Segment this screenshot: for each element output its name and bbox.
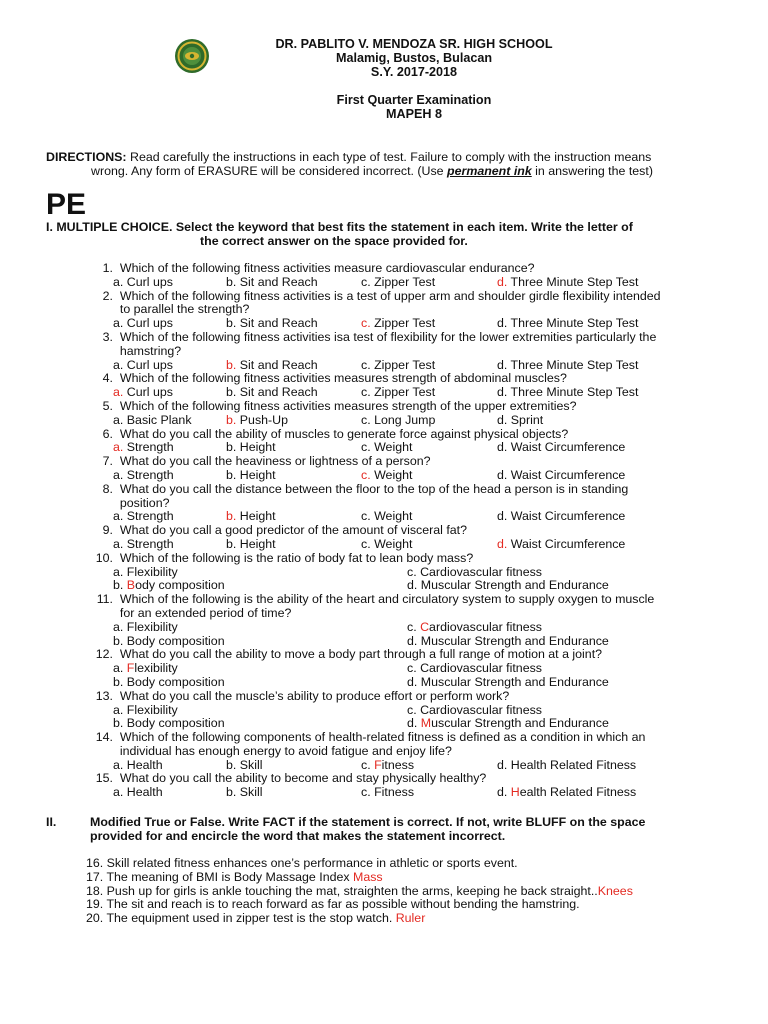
question-number: 13.: [95, 688, 113, 703]
answer-option: d. Three Minute Step Test: [497, 385, 639, 400]
option-letter: d.: [497, 440, 508, 455]
option-row: [86, 621, 746, 635]
option-letter: d.: [497, 509, 508, 524]
question-text: What do you call the muscle’s ability to produce effort or perform work?: [113, 688, 510, 703]
question-number: 8.: [102, 481, 113, 496]
option-letter: a.: [113, 509, 124, 524]
section-1-instructions: [46, 221, 746, 249]
answer-option: a. Strength: [113, 509, 174, 524]
option-letter: a.: [113, 274, 124, 289]
option-row: [86, 441, 746, 455]
option-letter: d.: [497, 357, 508, 372]
question-stem: [86, 262, 746, 276]
answer-option: b. Skill: [226, 785, 263, 800]
pe-section-title: PE: [46, 188, 87, 221]
question-number: 3.: [102, 329, 113, 344]
section-2-number: II.: [46, 815, 57, 829]
answer-option: c. Weight: [361, 509, 413, 524]
question-text: Which of the following is the ratio of body fat to lean body mass?: [113, 550, 474, 565]
option-row: [86, 759, 746, 773]
answer-option: a. Curl ups: [113, 385, 173, 400]
option-letter: a.: [113, 316, 124, 331]
option-letter: d.: [497, 316, 508, 331]
subject-title: MAPEH 8: [386, 107, 442, 121]
question-text: What do you call the distance between the floor to the top of the head a person is in standing: [113, 481, 629, 496]
question-number: 14.: [95, 730, 113, 745]
option-letter: d.: [497, 385, 508, 400]
answer-option: d. Health Related Fitness: [497, 757, 637, 772]
option-letter: b.: [113, 674, 124, 689]
answer-option: a. Strength: [113, 440, 174, 455]
answer-option: a. Curl ups: [113, 357, 173, 372]
question-number: 1.: [102, 261, 113, 275]
option-letter: c.: [361, 274, 371, 289]
answer-option: b. Body composition: [113, 716, 225, 731]
question-stem: [86, 455, 746, 469]
option-row: [86, 676, 746, 690]
option-row: [86, 538, 746, 552]
true-false-item: [86, 871, 746, 885]
option-row: [86, 786, 746, 800]
question-number: 4.: [102, 371, 113, 386]
option-letter: a.: [113, 564, 124, 579]
question-stem-cont: [86, 745, 746, 759]
option-row: [86, 662, 746, 676]
option-letter: c.: [407, 619, 417, 634]
option-letter: c.: [361, 536, 371, 551]
true-false-item: [86, 912, 746, 926]
section-2-instructions: [46, 816, 746, 844]
option-row: [86, 510, 746, 524]
option-letter: b.: [226, 536, 237, 551]
answer-option: c. Weight: [361, 536, 413, 551]
answer-option: a. Flexibility: [113, 702, 178, 717]
question-stem: [86, 428, 746, 442]
school-address: Malamig, Bustos, Bulacan: [335, 51, 493, 65]
answer-highlight: B: [126, 578, 136, 593]
answer-option: b. Sit and Reach: [226, 316, 318, 331]
option-letter: b.: [226, 785, 237, 800]
section-2-line-2: provided for and encircle the word that makes the statement incorrect.: [90, 828, 506, 843]
answer-option: a. Curl ups: [113, 316, 173, 331]
option-row: [86, 635, 746, 649]
question-number: [86, 345, 113, 359]
question-stem: [86, 400, 746, 414]
statement-text: 16. Skill related fitness enhances one’s performance in athletic or sports event.: [86, 856, 518, 870]
answer-option: c. Zipper Test: [361, 316, 436, 331]
answer-option: b. Height: [226, 467, 276, 482]
option-letter: d.: [407, 633, 418, 648]
answer-option: b. Push-Up: [226, 412, 288, 427]
section-2-line-1: Modified True or False. Write FACT if the statement is correct. If not, write BLUFF on the space: [90, 815, 646, 829]
question-text: What do you call the heaviness or lightness of a person?: [113, 454, 431, 469]
statement-text: 17. The meaning of BMI is Body Massage Index: [86, 869, 354, 884]
option-letter: d.: [497, 274, 508, 289]
question-text: Which of the following fitness activities measures strength of the upper extremities?: [113, 398, 577, 413]
answer-option: b. Sit and Reach: [226, 385, 318, 400]
question-number: [86, 745, 113, 759]
answer-option: c. Cardiovascular fitness: [407, 702, 542, 717]
option-letter: b.: [226, 509, 237, 524]
option-letter: d.: [407, 578, 418, 593]
question-text: Which of the following fitness activities measures strength of abdominal muscles?: [113, 371, 567, 386]
statement-text: 19. The sit and reach is to reach forward as far as possible without bending the hamstring.: [86, 897, 580, 912]
option-letter: c.: [361, 757, 371, 772]
statement-answer: Knees: [597, 883, 633, 898]
answer-option: c. Weight: [361, 440, 413, 455]
answer-option: a. Health: [113, 757, 163, 772]
answer-option: d. Sprint: [497, 412, 544, 427]
directions-text-3: in answering the test): [531, 163, 653, 178]
option-letter: a.: [113, 440, 124, 455]
question-text: Which of the following fitness activities isa test of flexibility for the lower extremities particularly the: [113, 329, 657, 344]
answer-option: b. Height: [226, 509, 276, 524]
answer-option: b. Sit and Reach: [226, 357, 318, 372]
option-row: [86, 704, 746, 718]
question-text: Which of the following components of health-related fitness is defined as a condition in which an: [113, 730, 646, 745]
option-letter: b.: [113, 633, 124, 648]
question-text: hamstring?: [113, 343, 182, 358]
option-letter: c.: [361, 385, 371, 400]
option-letter: c.: [407, 702, 417, 717]
option-letter: a.: [113, 357, 124, 372]
answer-option: c. Cardiovascular fitness: [407, 661, 542, 676]
question-stem: [86, 690, 746, 704]
option-row: [86, 276, 746, 290]
question-text: to parallel the strength?: [113, 302, 250, 317]
answer-option: b. Body composition: [113, 633, 225, 648]
question-text: Which of the following fitness activities is a test of upper arm and shoulder girdle flexibility intended: [113, 288, 661, 303]
option-letter: c.: [361, 440, 371, 455]
question-stem: [86, 372, 746, 386]
true-false-item: [86, 885, 746, 899]
question-number: 15.: [95, 771, 113, 786]
option-row: [86, 717, 746, 731]
answer-option: d. Waist Circumference: [497, 440, 626, 455]
option-letter: d.: [497, 536, 508, 551]
true-false-list: [86, 857, 746, 926]
question-stem: [86, 593, 746, 607]
option-letter: a.: [113, 785, 124, 800]
answer-option: d. Muscular Strength and Endurance: [407, 716, 609, 731]
question-text: position?: [113, 495, 170, 510]
answer-option: c. Zipper Test: [361, 385, 436, 400]
answer-option: b. Sit and Reach: [226, 274, 318, 289]
question-text: What do you call the ability to become and stay physically healthy?: [113, 771, 487, 786]
answer-option: c. Zipper Test: [361, 274, 436, 289]
option-letter: b.: [226, 385, 237, 400]
question-text: What do you call a good predictor of the amount of visceral fat?: [113, 523, 468, 538]
option-letter: a.: [113, 757, 124, 772]
option-row: [86, 317, 746, 331]
answer-option: b. Skill: [226, 757, 263, 772]
option-letter: b.: [226, 467, 237, 482]
option-letter: d.: [497, 757, 508, 772]
option-row: [86, 566, 746, 580]
option-letter: d.: [407, 716, 418, 731]
question-text: for an extended period of time?: [113, 605, 292, 620]
answer-option: a. Strength: [113, 536, 174, 551]
school-name: DR. PABLITO V. MENDOZA SR. HIGH SCHOOL: [275, 37, 553, 51]
statement-text: 18. Push up for girls is ankle touching the mat, straighten the arms, keeping he back straight..: [86, 883, 598, 898]
option-letter: a.: [113, 385, 124, 400]
exam-title: First Quarter Examination: [336, 93, 492, 107]
option-row: [86, 579, 746, 593]
answer-option: c. Fitness: [361, 757, 415, 772]
answer-option: d. Three Minute Step Test: [497, 274, 639, 289]
question-list: [86, 262, 746, 800]
question-stem-cont: [86, 303, 746, 317]
answer-option: b. Height: [226, 536, 276, 551]
answer-option: c. Cardiovascular fitness: [407, 564, 542, 579]
option-letter: b.: [226, 357, 237, 372]
question-stem: [86, 290, 746, 304]
question-number: 6.: [102, 426, 113, 441]
answer-highlight: H: [510, 785, 520, 800]
question-stem: [86, 772, 746, 786]
option-row: [86, 386, 746, 400]
answer-option: a. Curl ups: [113, 274, 173, 289]
answer-option: b. Body composition: [113, 578, 225, 593]
true-false-item: [86, 898, 746, 912]
question-number: [86, 303, 113, 317]
answer-option: d. Three Minute Step Test: [497, 357, 639, 372]
question-text: individual has enough energy to avoid fatigue and enjoy life?: [113, 743, 452, 758]
answer-highlight: F: [374, 757, 382, 772]
directions-emphasis: permanent ink: [447, 163, 532, 178]
option-row: [86, 359, 746, 373]
true-false-item: [86, 857, 746, 871]
option-letter: d.: [497, 467, 508, 482]
section-1-line-1: I. MULTIPLE CHOICE. Select the keyword that best fits the statement in each item. Write the letter of: [46, 220, 633, 234]
option-letter: c.: [361, 316, 371, 331]
option-letter: a.: [113, 702, 124, 717]
question-stem-cont: [86, 345, 746, 359]
question-stem-cont: [86, 497, 746, 511]
answer-option: d. Muscular Strength and Endurance: [407, 578, 609, 593]
question-stem-cont: [86, 607, 746, 621]
option-row: [86, 469, 746, 483]
option-letter: b.: [226, 412, 237, 427]
question-number: [86, 497, 113, 511]
option-letter: a.: [113, 661, 124, 676]
option-letter: b.: [226, 440, 237, 455]
option-letter: a.: [113, 536, 124, 551]
option-letter: c.: [361, 785, 371, 800]
option-letter: c.: [361, 509, 371, 524]
option-letter: c.: [361, 412, 371, 427]
question-number: 12.: [95, 647, 113, 662]
answer-option: c. Zipper Test: [361, 357, 436, 372]
answer-option: c. Long Jump: [361, 412, 436, 427]
section-1-line-2: the correct answer on the space provided for.: [200, 233, 468, 248]
directions-text-2: wrong. Any form of ERASURE will be considered incorrect. (Use: [91, 163, 448, 178]
question-stem: [86, 648, 746, 662]
answer-option: d. Muscular Strength and Endurance: [407, 674, 609, 689]
option-row: [86, 414, 746, 428]
question-number: 9.: [102, 523, 113, 538]
question-stem: [86, 731, 746, 745]
option-letter: b.: [113, 716, 124, 731]
answer-option: b. Body composition: [113, 674, 225, 689]
answer-option: c. Cardiovascular fitness: [407, 619, 542, 634]
answer-option: a. Flexibility: [113, 619, 178, 634]
answer-option: d. Health Related Fitness: [497, 785, 637, 800]
question-stem: [86, 552, 746, 566]
option-letter: a.: [113, 412, 124, 427]
answer-option: a. Flexibility: [113, 564, 178, 579]
question-number: 5.: [102, 398, 113, 413]
question-text: Which of the following fitness activities measure cardiovascular endurance?: [113, 261, 535, 275]
answer-highlight: C: [420, 619, 430, 634]
question-text: What do you call the ability of muscles to generate force against physical objects?: [113, 426, 569, 441]
option-letter: c.: [361, 467, 371, 482]
option-letter: b.: [226, 274, 237, 289]
answer-option: a. Basic Plank: [113, 412, 192, 427]
question-stem: [86, 524, 746, 538]
option-letter: c.: [407, 661, 417, 676]
directions-text-1: Read carefully the instructions in each type of test. Failure to comply with the instruction means: [126, 150, 652, 164]
question-text: Which of the following is the ability of the heart and circulatory system to supply oxygen to muscle: [113, 592, 655, 607]
option-letter: a.: [113, 467, 124, 482]
question-text: What do you call the ability to move a body part through a full range of motion at a joint?: [113, 647, 603, 662]
answer-highlight: M: [420, 716, 432, 731]
option-letter: c.: [361, 357, 371, 372]
option-letter: b.: [226, 757, 237, 772]
answer-option: c. Fitness: [361, 785, 415, 800]
directions-label: DIRECTIONS:: [46, 150, 127, 164]
answer-option: d. Waist Circumference: [497, 536, 626, 551]
answer-option: b. Height: [226, 440, 276, 455]
answer-option: d. Waist Circumference: [497, 509, 626, 524]
statement-answer: Mass: [353, 869, 383, 884]
option-letter: a.: [113, 619, 124, 634]
answer-option: d. Three Minute Step Test: [497, 316, 639, 331]
question-stem: [86, 331, 746, 345]
answer-option: d. Waist Circumference: [497, 467, 626, 482]
answer-highlight: F: [126, 661, 135, 676]
statement-text: 20. The equipment used in zipper test is the stop watch.: [86, 911, 396, 926]
answer-option: d. Muscular Strength and Endurance: [407, 633, 609, 648]
option-letter: d.: [497, 785, 508, 800]
directions: [46, 151, 746, 179]
option-letter: d.: [407, 674, 418, 689]
statement-answer: Ruler: [395, 911, 426, 926]
answer-option: a. Strength: [113, 467, 174, 482]
question-number: 11.: [96, 592, 113, 607]
question-stem: [86, 483, 746, 497]
question-number: 7.: [102, 454, 113, 469]
option-letter: b.: [226, 316, 237, 331]
option-letter: b.: [113, 578, 124, 593]
answer-option: a. Flexibility: [113, 661, 178, 676]
option-letter: c.: [407, 564, 417, 579]
option-letter: d.: [497, 412, 508, 427]
question-number: 10.: [95, 550, 113, 565]
school-year: S.Y. 2017-2018: [370, 65, 458, 79]
question-number: [86, 607, 113, 621]
answer-option: c. Weight: [361, 467, 413, 482]
question-number: 2.: [102, 288, 113, 303]
answer-option: a. Health: [113, 785, 163, 800]
